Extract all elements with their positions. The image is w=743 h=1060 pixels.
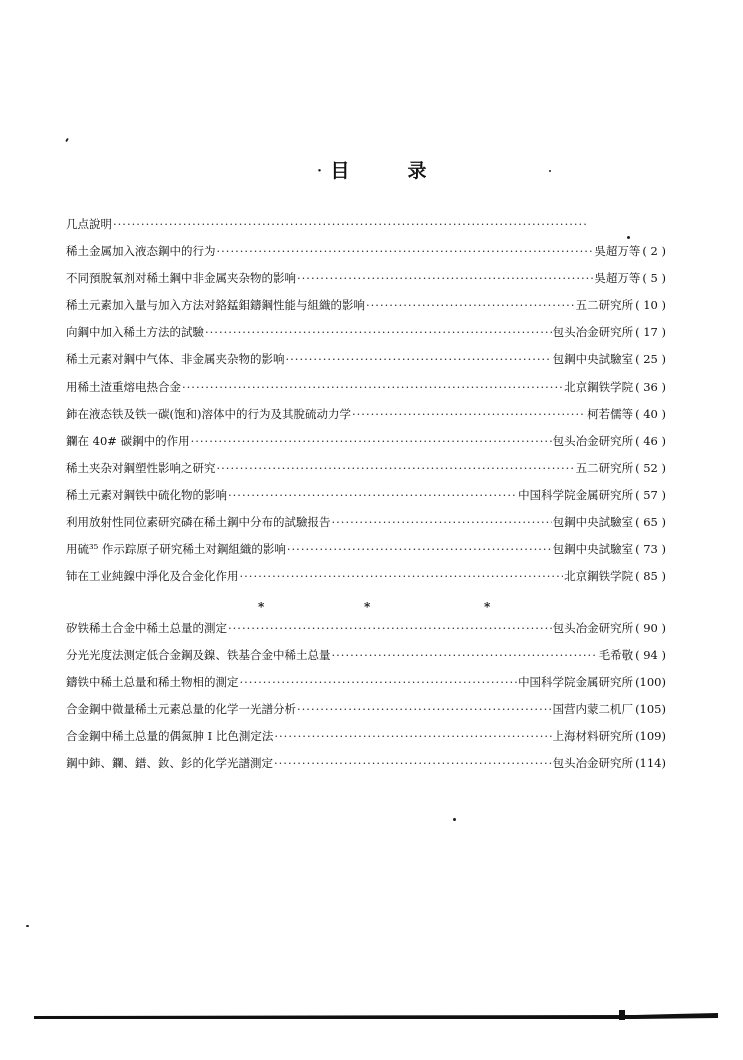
title-char-left: 目 (330, 160, 350, 182)
toc-entry-author: 北京鋼铁学院 (564, 379, 634, 394)
leader-dots (217, 461, 575, 475)
toc-entry-page: ( 46 ) (635, 433, 666, 448)
leader-dots (332, 648, 598, 662)
toc-intro-row (66, 216, 666, 243)
leader-dots (113, 217, 588, 231)
toc-entry (66, 647, 666, 674)
leader-dots (191, 434, 552, 448)
leader-dots (332, 515, 552, 529)
toc-entry-author: 吳超万等 (594, 271, 641, 286)
toc-entry (66, 620, 666, 647)
toc-entry (66, 487, 666, 514)
toc-entry (66, 379, 666, 406)
separator-mark: * (484, 600, 491, 614)
leader-dots (240, 675, 518, 689)
toc-entry-author: 吳超万等 (594, 244, 641, 259)
toc-entry-page: (114) (635, 756, 666, 771)
section-separator (0, 600, 743, 614)
toc-entry (66, 406, 666, 433)
leader-dots (182, 380, 563, 394)
page-title (0, 156, 743, 183)
toc-entry (66, 297, 666, 324)
toc-entry-author: 中国科学院金属研究所 (518, 675, 634, 690)
toc-entry-page: ( 85 ) (635, 569, 666, 584)
toc-entry-author: 中国科学院金属研究所 (518, 487, 634, 502)
leader-dots (274, 756, 552, 770)
toc-entry-title: 鈰在液态铁及铁一碳(饱和)溶体中的行为及其脫硫动力学 (66, 406, 351, 421)
toc-entry-author: 包鋼中央試驗室 (552, 515, 634, 530)
toc-entry-author: 北京鋼铁学院 (564, 569, 634, 584)
toc-entry-title: 合金鋼中稀土总量的偶氮胂 I 比色測定法 (66, 729, 274, 744)
leader-dots (287, 542, 552, 556)
toc-entry-page: ( 40 ) (635, 406, 666, 421)
bottom-rule (34, 1010, 718, 1022)
toc-entry-title: 分光光度法测定低合金鋼及鎳、铁基合金中稀土总量 (66, 648, 331, 663)
toc-entry (66, 460, 666, 487)
toc-entry-page: ( 57 ) (635, 487, 666, 502)
toc-entry-title: 用硫³⁵ 作示踪原子研究稀土对鋼組織的影响 (66, 542, 286, 557)
toc-entry-author: 毛希敬 (598, 648, 634, 663)
toc-entry (66, 541, 666, 568)
toc-entry-author: 包头冶金研究所 (552, 621, 634, 635)
scan-speck (26, 925, 29, 927)
toc-entry-author: 五二研究所 (575, 298, 634, 313)
toc-entry (66, 324, 666, 351)
scan-speck (453, 818, 456, 821)
toc-entry (66, 270, 666, 297)
toc-entry-title: 矽铁稀土合金中稀土总量的測定 (66, 621, 227, 635)
toc-entry-page: ( 90 ) (635, 621, 666, 635)
separator-mark: * (258, 600, 265, 614)
toc-entry-page: ( 52 ) (635, 460, 666, 475)
toc-entry-page: (109) (635, 729, 666, 744)
leader-dots (228, 621, 552, 635)
toc-entry (66, 674, 666, 701)
toc-entry (66, 514, 666, 541)
toc-entry-author: 包头冶金研究所 (552, 756, 634, 771)
toc-entry (66, 433, 666, 460)
toc-entry-page: ( 2 ) (642, 244, 666, 259)
toc-entry (66, 351, 666, 378)
toc-entry-page: ( 17 ) (635, 325, 666, 340)
title-dot: · (316, 160, 323, 182)
leader-dots (228, 488, 517, 502)
toc-entry-title: 鑄铁中稀土总量和稀土物相的測定 (66, 675, 239, 690)
toc-entry (66, 755, 666, 782)
toc-entry-title: 鑭在 40# 碳鋼中的作用 (66, 433, 190, 448)
leader-dots (297, 702, 552, 716)
separator-mark: * (364, 600, 371, 614)
leader-dots (205, 325, 552, 339)
toc-entry-title: 几点說明 (66, 217, 112, 231)
toc-entry-page: ( 65 ) (635, 515, 666, 530)
toc-entry-title: 鋼中鈰、鑭、鐠、釹、釤的化学光譜測定 (66, 756, 273, 771)
scan-speck (65, 138, 69, 142)
toc-entry-author: 包鋼中央試驗室 (552, 542, 634, 557)
toc-section-analysis (66, 620, 666, 783)
title-char-right: 录 (407, 160, 427, 182)
toc-entry-author: 包头冶金研究所 (552, 433, 634, 448)
toc-entry-page: ( 5 ) (642, 271, 666, 286)
toc-entry-page: ( 36 ) (635, 379, 666, 394)
leader-dots (286, 352, 552, 366)
toc-entry-page: ( 25 ) (635, 352, 666, 367)
toc-entry-title: 利用放射性同位素研究磷在稀土鋼中分布的試驗报告 (66, 515, 331, 530)
toc-entry-title: 稀土元素对鋼中气体、非金属夹杂物的影响 (66, 352, 285, 367)
toc-entry-title: 稀土元素对鋼铁中硫化物的影响 (66, 487, 227, 502)
toc-entry-author: 五二研究所 (575, 460, 634, 475)
toc-entry-title: 向鋼中加入稀土方法的試驗 (66, 325, 204, 340)
toc-entry-author: 包头冶金研究所 (552, 325, 634, 340)
leader-dots (366, 298, 575, 312)
leader-dots (217, 244, 594, 258)
toc-entry-title: 稀土金属加入液态鋼中的行为 (66, 244, 216, 259)
toc-entry (66, 701, 666, 728)
leader-dots (352, 407, 586, 421)
toc-entry-author: 上海材料研究所 (552, 729, 634, 744)
toc-entry-title: 铈在工业純鎳中淨化及合金化作用 (66, 569, 239, 584)
toc-entry-page: ( 94 ) (635, 648, 666, 663)
leader-dots (297, 271, 593, 285)
toc-entry-title: 不同預脫氧剂对稀土鋼中非金属夹杂物的影响 (66, 271, 296, 286)
toc-entry-author: 国营内蒙二机厂 (552, 702, 634, 717)
scan-speck (549, 170, 551, 172)
leader-dots (274, 729, 551, 743)
scan-speck (627, 236, 630, 239)
toc-entry-page: (100) (635, 675, 666, 690)
toc-entry-page: ( 73 ) (635, 542, 666, 557)
toc-entry (66, 243, 666, 270)
toc-entry-title: 用稀土渣重熔电热合金 (66, 379, 181, 394)
toc-section-articles (66, 216, 666, 595)
toc-entry-author: 柯若儒等 (587, 406, 634, 421)
toc-entry (66, 728, 666, 755)
toc-entry-page: (105) (635, 702, 666, 717)
leader-dots (240, 569, 564, 583)
toc-entry-title: 稀土夹杂对鋼塑性影响之研究 (66, 460, 216, 475)
toc-entry-author: 包鋼中央試驗室 (552, 352, 634, 367)
toc-entry-page: ( 10 ) (635, 298, 666, 313)
toc-entry (66, 568, 666, 595)
toc-entry-title: 稀土元素加入量与加入方法对鉻錳鉬鑄鋼性能与組織的影响 (66, 298, 365, 313)
toc-entry-title: 合金鋼中微量稀土元素总量的化学一光譜分析 (66, 702, 296, 717)
